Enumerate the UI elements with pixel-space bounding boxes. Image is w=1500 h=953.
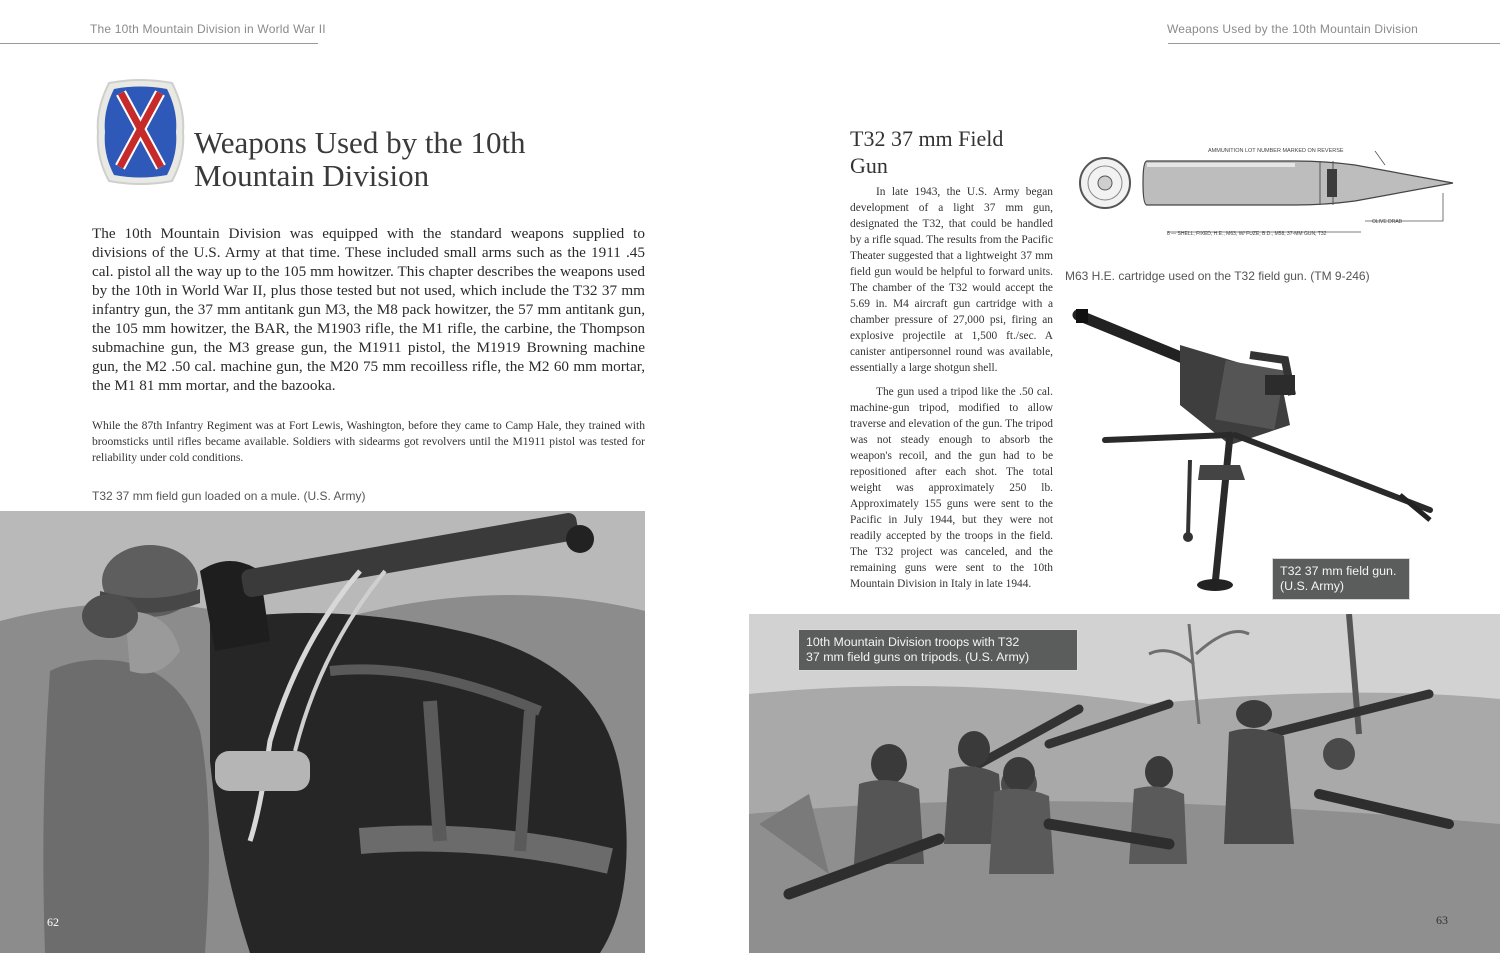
troops-photo-caption — [798, 629, 1078, 671]
chapter-title-line-2: Mountain Division — [194, 158, 430, 193]
mule-photo — [0, 511, 645, 953]
diagram-top-label: AMMUNITION LOT NUMBER MARKED ON REVERSE — [1208, 148, 1344, 154]
right-header-rule — [1168, 43, 1500, 44]
t32-gun-caption — [1272, 558, 1410, 600]
left-header-rule — [0, 43, 318, 44]
fort-lewis-paragraph: While the 87th Infantry Regiment was at Fort Lewis, Washington, before they came to Camp Hale, they trained with broomsticks until rifles became available. Soldiers with sidearms got revolvers until the M1911 pistol was tested for reliability under cold conditions. — [92, 419, 645, 464]
left-page-number: 62 — [47, 915, 59, 929]
m63-cartridge-diagram — [1075, 143, 1460, 243]
left-running-head: The 10th Mountain Division in World War II — [90, 22, 326, 36]
t32-gun-caption-line-1: T32 37 mm field gun. — [1280, 564, 1397, 578]
t32-text-column — [850, 184, 1053, 592]
tenth-mountain-patch-icon — [95, 79, 186, 185]
troops-photo — [749, 614, 1500, 953]
t32-paragraph-1: In late 1943, the U.S. Army began development of a light 37 mm gun, designated the T32, that could be handled by a rifle squad. The results from the Pacific Theater suggested that a lightweight 37 mm field gun would be helpful to forward units. The chamber of the T32 would accept the 5.69 in. M4 aircraft gun cartridge with a chamber pressure of 27,000 psi, firing an explosive projectile at 1,500 ft./sec. A canister antipersonnel round was available, essentially a large shotgun shell. — [850, 186, 1053, 374]
chapter-title — [194, 126, 614, 192]
mule-photo-caption: T32 37 mm field gun loaded on a mule. (U.S. Army) — [92, 489, 366, 503]
right-running-head: Weapons Used by the 10th Mountain Division — [1167, 22, 1418, 36]
t32-gun-photo — [1070, 305, 1450, 595]
diagram-side-label: OLIVE DRAB — [1372, 219, 1403, 225]
section-title-line-2: Gun — [850, 153, 888, 178]
chapter-intro: The 10th Mountain Division was equipped with the standard weapons supplied to divisions of the U.S. Army at that time. These included small arms such as the 1911 .45 cal. pistol all the way up to the 105 mm howitzer. This chapter describes the weapons used by the 10th in World War II, plus those tested but not used, which include the T32 37 mm infantry gun, the 37 mm antitank gun M3, the M8 pack howitzer, the 57 mm antitank gun, the 105 mm howitzer, the BAR, the M1903 rifle, the M1 rifle, the carbine, the Thompson submachine gun, the M3 grease gun, the M1911 pistol, the M1919 Browning machine gun, the M2 .50 cal. machine gun, the M20 75 mm recoilless rifle, the M2 60 mm mortar, the M1 81 mm mortar, and the bazooka. — [92, 225, 645, 394]
t32-paragraph-2: The gun used a tripod like the .50 cal. machine-gun tripod, modified to allow traverse and elevation of the gun. The tripod was not steady enough to absorb the weapon's recoil, and the gun had to be repositioned after each shot. The total weight was approximately 250 lb. Approximately 155 guns were sent to the Pacific in July 1944, but they were not readily accepted by the troops in the field. The T32 project was canceled, and the remaining guns were sent to the 10th Mountain Division in Italy in late 1944. — [850, 386, 1053, 590]
mule-photo-illustration — [0, 511, 645, 953]
section-title-line-1: T32 37 mm Field — [850, 126, 1004, 151]
diagram-bottom-label: 8 — SHELL, FIXED, H.E., M63, W/ FUZE, B.D., M58, 37-MM GUN, T32 — [1167, 231, 1327, 237]
troops-caption-line-2: 37 mm field guns on tripods. (U.S. Army) — [806, 650, 1030, 664]
cartridge-caption: M63 H.E. cartridge used on the T32 field gun. (TM 9-246) — [1065, 269, 1370, 283]
t32-gun-caption-line-2: (U.S. Army) — [1280, 579, 1345, 593]
chapter-title-line-1: Weapons Used by the 10th — [194, 125, 526, 160]
troops-caption-line-1: 10th Mountain Division troops with T32 — [806, 635, 1020, 649]
section-title — [850, 125, 1050, 179]
right-page-number: 63 — [1436, 913, 1448, 927]
